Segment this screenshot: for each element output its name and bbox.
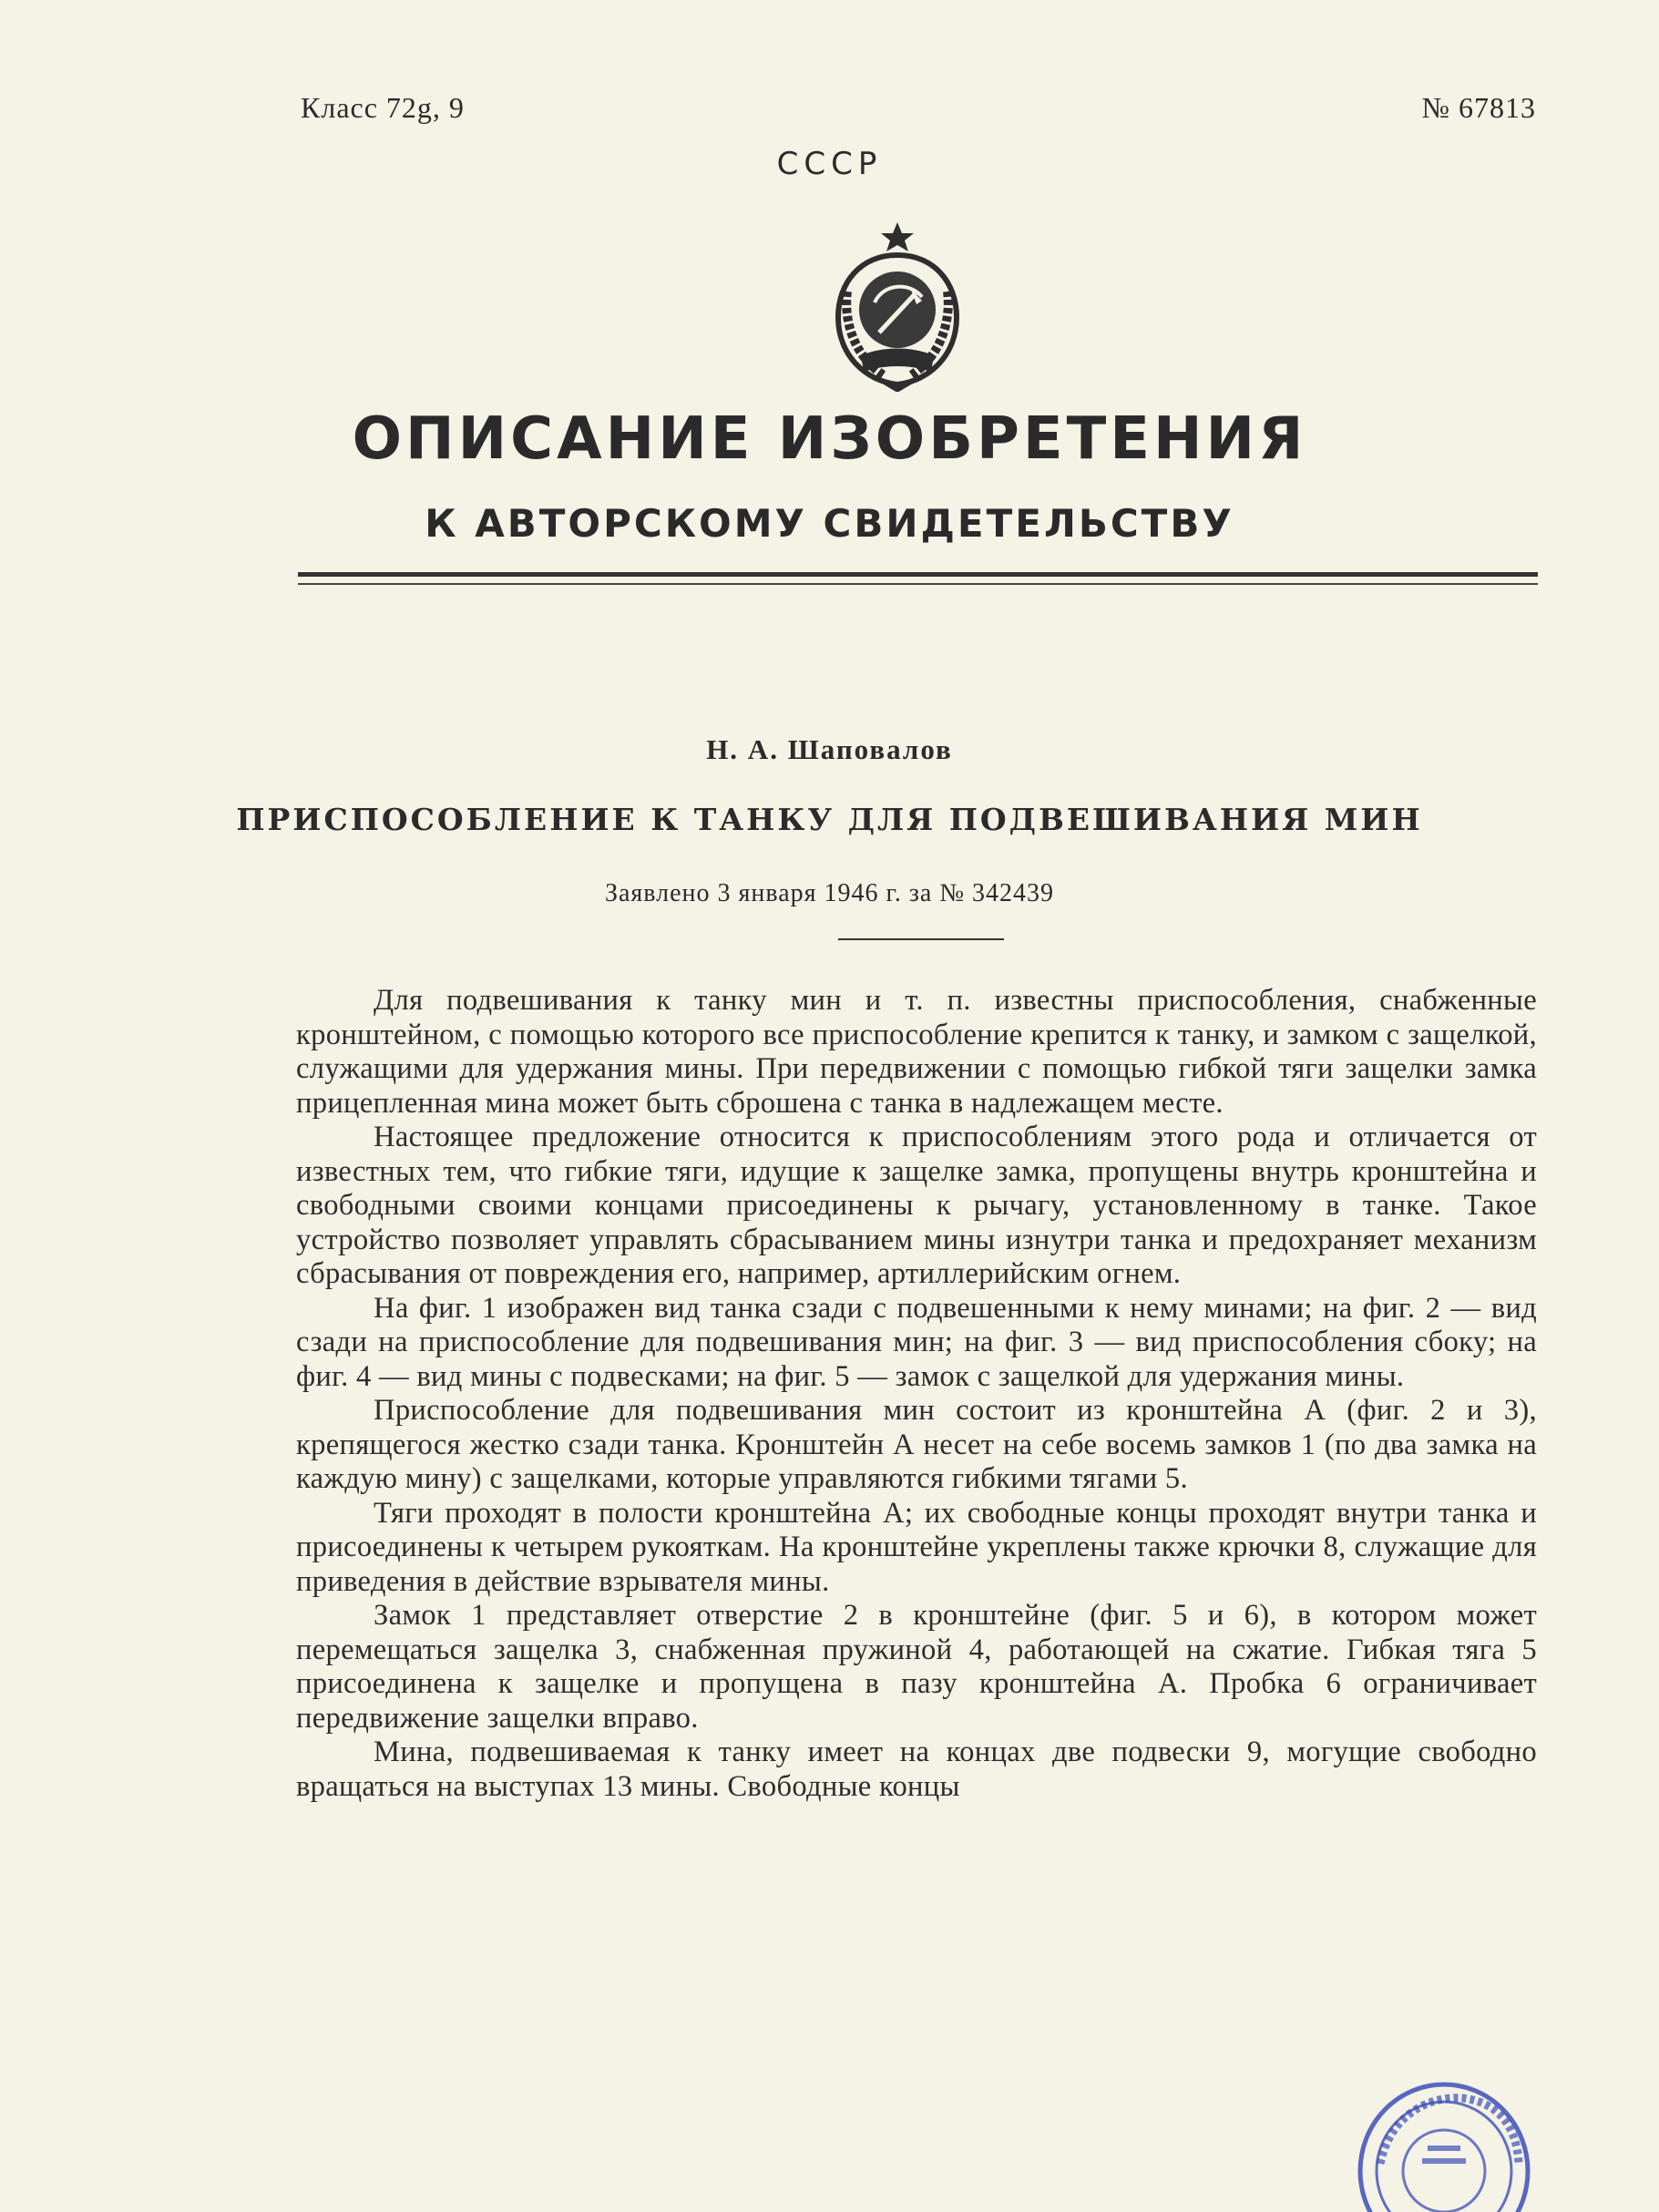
paragraph: Для подвешивания к танку мин и т. п. известны приспособления, снабженные кронштейном, с помощью которого все приспособление крепится к танку, и замком с защелкой, служащими для удержания мины. При передвижении с помощью гибкой тяги защелки замка прицепленная мина может быть сброшена с танка в надлежащем месте. [296, 984, 1537, 1120]
library-stamp-icon [1353, 2064, 1562, 2212]
document-title: ОПИСАНИЕ ИЗОБРЕТЕНИЯ [352, 405, 1307, 473]
filing-line: Заявлено 3 января 1946 г. за № 342439 [604, 879, 1055, 907]
author-name: Н. А. Шаповалов [706, 733, 953, 765]
paragraph: Приспособление для подвешивания мин состоит из кронштейна А (фиг. 2 и 3), крепящегося жестко сзади танка. Кронштейн А несет на себе восемь замков 1 (по два замка на каждую мину) с защелками, которые управляются гибкими тягами 5. [296, 1394, 1537, 1495]
document-subtitle: К АВТОРСКОМУ СВИДЕТЕЛЬСТВУ [425, 501, 1234, 546]
patent-number: № 67813 [1421, 91, 1536, 124]
ussr-emblem-icon [820, 219, 975, 392]
invention-title: ПРИСПОСОБЛЕНИЕ К ТАНКУ ДЛЯ ПОДВЕШИВАНИЯ МИН [236, 802, 1423, 837]
header-row [301, 91, 1536, 128]
paragraph: На фиг. 1 изображен вид танка сзади с подвешенными к нему минами; на фиг. 2 — вид сзади на приспособление для подвешивания мин; на фиг. 3 — вид приспособления сбоку; на фиг. 4 — вид мины с подвесками; на фиг. 5 — замок с защелкой для удержания мины. [296, 1291, 1537, 1393]
paragraph: Мина, подвешиваемая к танку имеет на концах две подвески 9, могущие свободно вращаться на выступах 13 мины. Свободные концы [296, 1736, 1537, 1803]
paragraph: Тяги проходят в полости кронштейна А; их свободные концы проходят внутри танка и присоединены к четырем рукояткам. На кронштейне укреплены также крючки 8, служащие для приведения в действие взрывателя мины. [296, 1496, 1537, 1598]
title-rule-thin [298, 583, 1538, 585]
title-rule-thick [298, 572, 1538, 577]
body-text [296, 984, 1537, 1804]
class-label: Класс 72g, 9 [301, 91, 465, 124]
section-divider [838, 938, 1004, 940]
paragraph: Настоящее предложение относится к приспособлениям этого рода и отличается от известных тем, что гибкие тяги, идущие к защелке замка, пропущены внутрь кронштейна и свободными своими концами присоединены к рычагу, установленному в танке. Такое устройство позволяет управлять сбрасыванием мины изнутри танка и предохраняет механизм сбрасывания от повреждения его, например, артиллерийским огнем. [296, 1121, 1537, 1290]
country-label: СССР [776, 146, 883, 182]
paragraph: Замок 1 представляет отверстие 2 в кронштейне (фиг. 5 и 6), в котором может перемещаться защелка 3, снабженная пружиной 4, работающей на сжатие. Гибкая тяга 5 присоединена к защелке и пропущена в пазу кронштейна А. Пробка 6 ограничивает передвижение защелки вправо. [296, 1599, 1537, 1735]
